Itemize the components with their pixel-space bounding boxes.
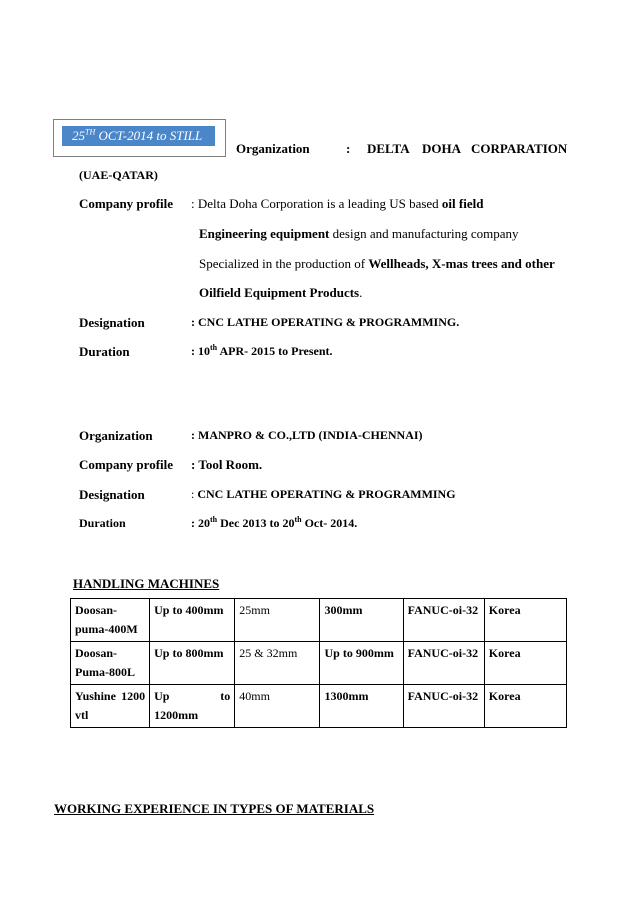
machine-control: FANUC-oi-32 xyxy=(403,685,484,728)
machine-model: Yushine 1200 vtl xyxy=(71,685,150,728)
job2-designation-value: : CNC LATHE OPERATING & PROGRAMMING xyxy=(191,487,456,501)
machine-origin: Korea xyxy=(484,685,566,728)
date-badge xyxy=(53,119,226,157)
job2-profile-label: Company profile xyxy=(79,457,174,472)
job1-org-word-2: DOHA xyxy=(422,141,461,156)
job1-org-word-1: DELTA xyxy=(367,141,410,156)
machine-swing: Up to 800mm xyxy=(150,642,235,685)
job1-org-sep: : xyxy=(346,141,351,156)
job1-profile-label: Company profile xyxy=(79,196,174,211)
machine-origin: Korea xyxy=(484,642,566,685)
job2-org-label: Organization xyxy=(79,428,153,443)
machine-chuck: 25 & 32mm xyxy=(235,642,320,685)
job1-duration-value: : 10th APR- 2015 to Present. xyxy=(191,343,333,358)
machine-chuck: 40mm xyxy=(235,685,320,728)
job1-org-continuation: (UAE-QATAR) xyxy=(79,168,158,182)
table-row xyxy=(71,642,567,685)
job1-profile-line-4: Oilfield Equipment Products. xyxy=(199,285,363,300)
date-badge-label: 25TH OCT-2014 to STILL xyxy=(62,126,215,146)
machine-model: Doosan- puma-400M xyxy=(71,599,150,642)
machine-control: FANUC-oi-32 xyxy=(403,599,484,642)
machine-control: FANUC-oi-32 xyxy=(403,642,484,685)
job1-org-label: Organization xyxy=(236,141,310,156)
job1-profile-line-3: Specialized in the production of Wellheads, X-mas trees and other xyxy=(199,256,555,271)
job1-duration-label: Duration xyxy=(79,344,130,359)
job2-duration-label: Duration xyxy=(79,516,126,530)
job2-profile-value: : Tool Room. xyxy=(191,457,263,472)
job1-designation-value: : CNC LATHE OPERATING & PROGRAMMING. xyxy=(191,315,460,329)
machine-length: 300mm xyxy=(320,599,403,642)
machine-model: Doosan- Puma-800L xyxy=(71,642,150,685)
job2-duration-value: : 20th Dec 2013 to 20th Oct- 2014. xyxy=(191,515,358,530)
machine-swing: Up to 1200mm xyxy=(150,685,235,728)
materials-heading: WORKING EXPERIENCE IN TYPES OF MATERIALS xyxy=(54,801,375,816)
machine-swing: Up to 400mm xyxy=(150,599,235,642)
job2-designation-label: Designation xyxy=(79,487,145,502)
machine-length: 1300mm xyxy=(320,685,403,728)
machine-length: Up to 900mm xyxy=(320,642,403,685)
table-row xyxy=(71,685,567,728)
table-row xyxy=(71,599,567,642)
job1-profile-line-1: : Delta Doha Corporation is a leading US based oil field xyxy=(191,196,484,211)
handling-machines-heading: HANDLING MACHINES xyxy=(73,576,220,591)
job1-profile-line-2: Engineering equipment design and manufacturing company xyxy=(199,226,519,241)
machine-chuck: 25mm xyxy=(235,599,320,642)
job2-org-value: : MANPRO & CO.,LTD (INDIA-CHENNAI) xyxy=(191,428,423,442)
machine-origin: Korea xyxy=(484,599,566,642)
machines-table xyxy=(70,598,567,728)
job1-designation-label: Designation xyxy=(79,315,145,330)
job1-org-word-3: CORPARATION xyxy=(471,141,568,156)
